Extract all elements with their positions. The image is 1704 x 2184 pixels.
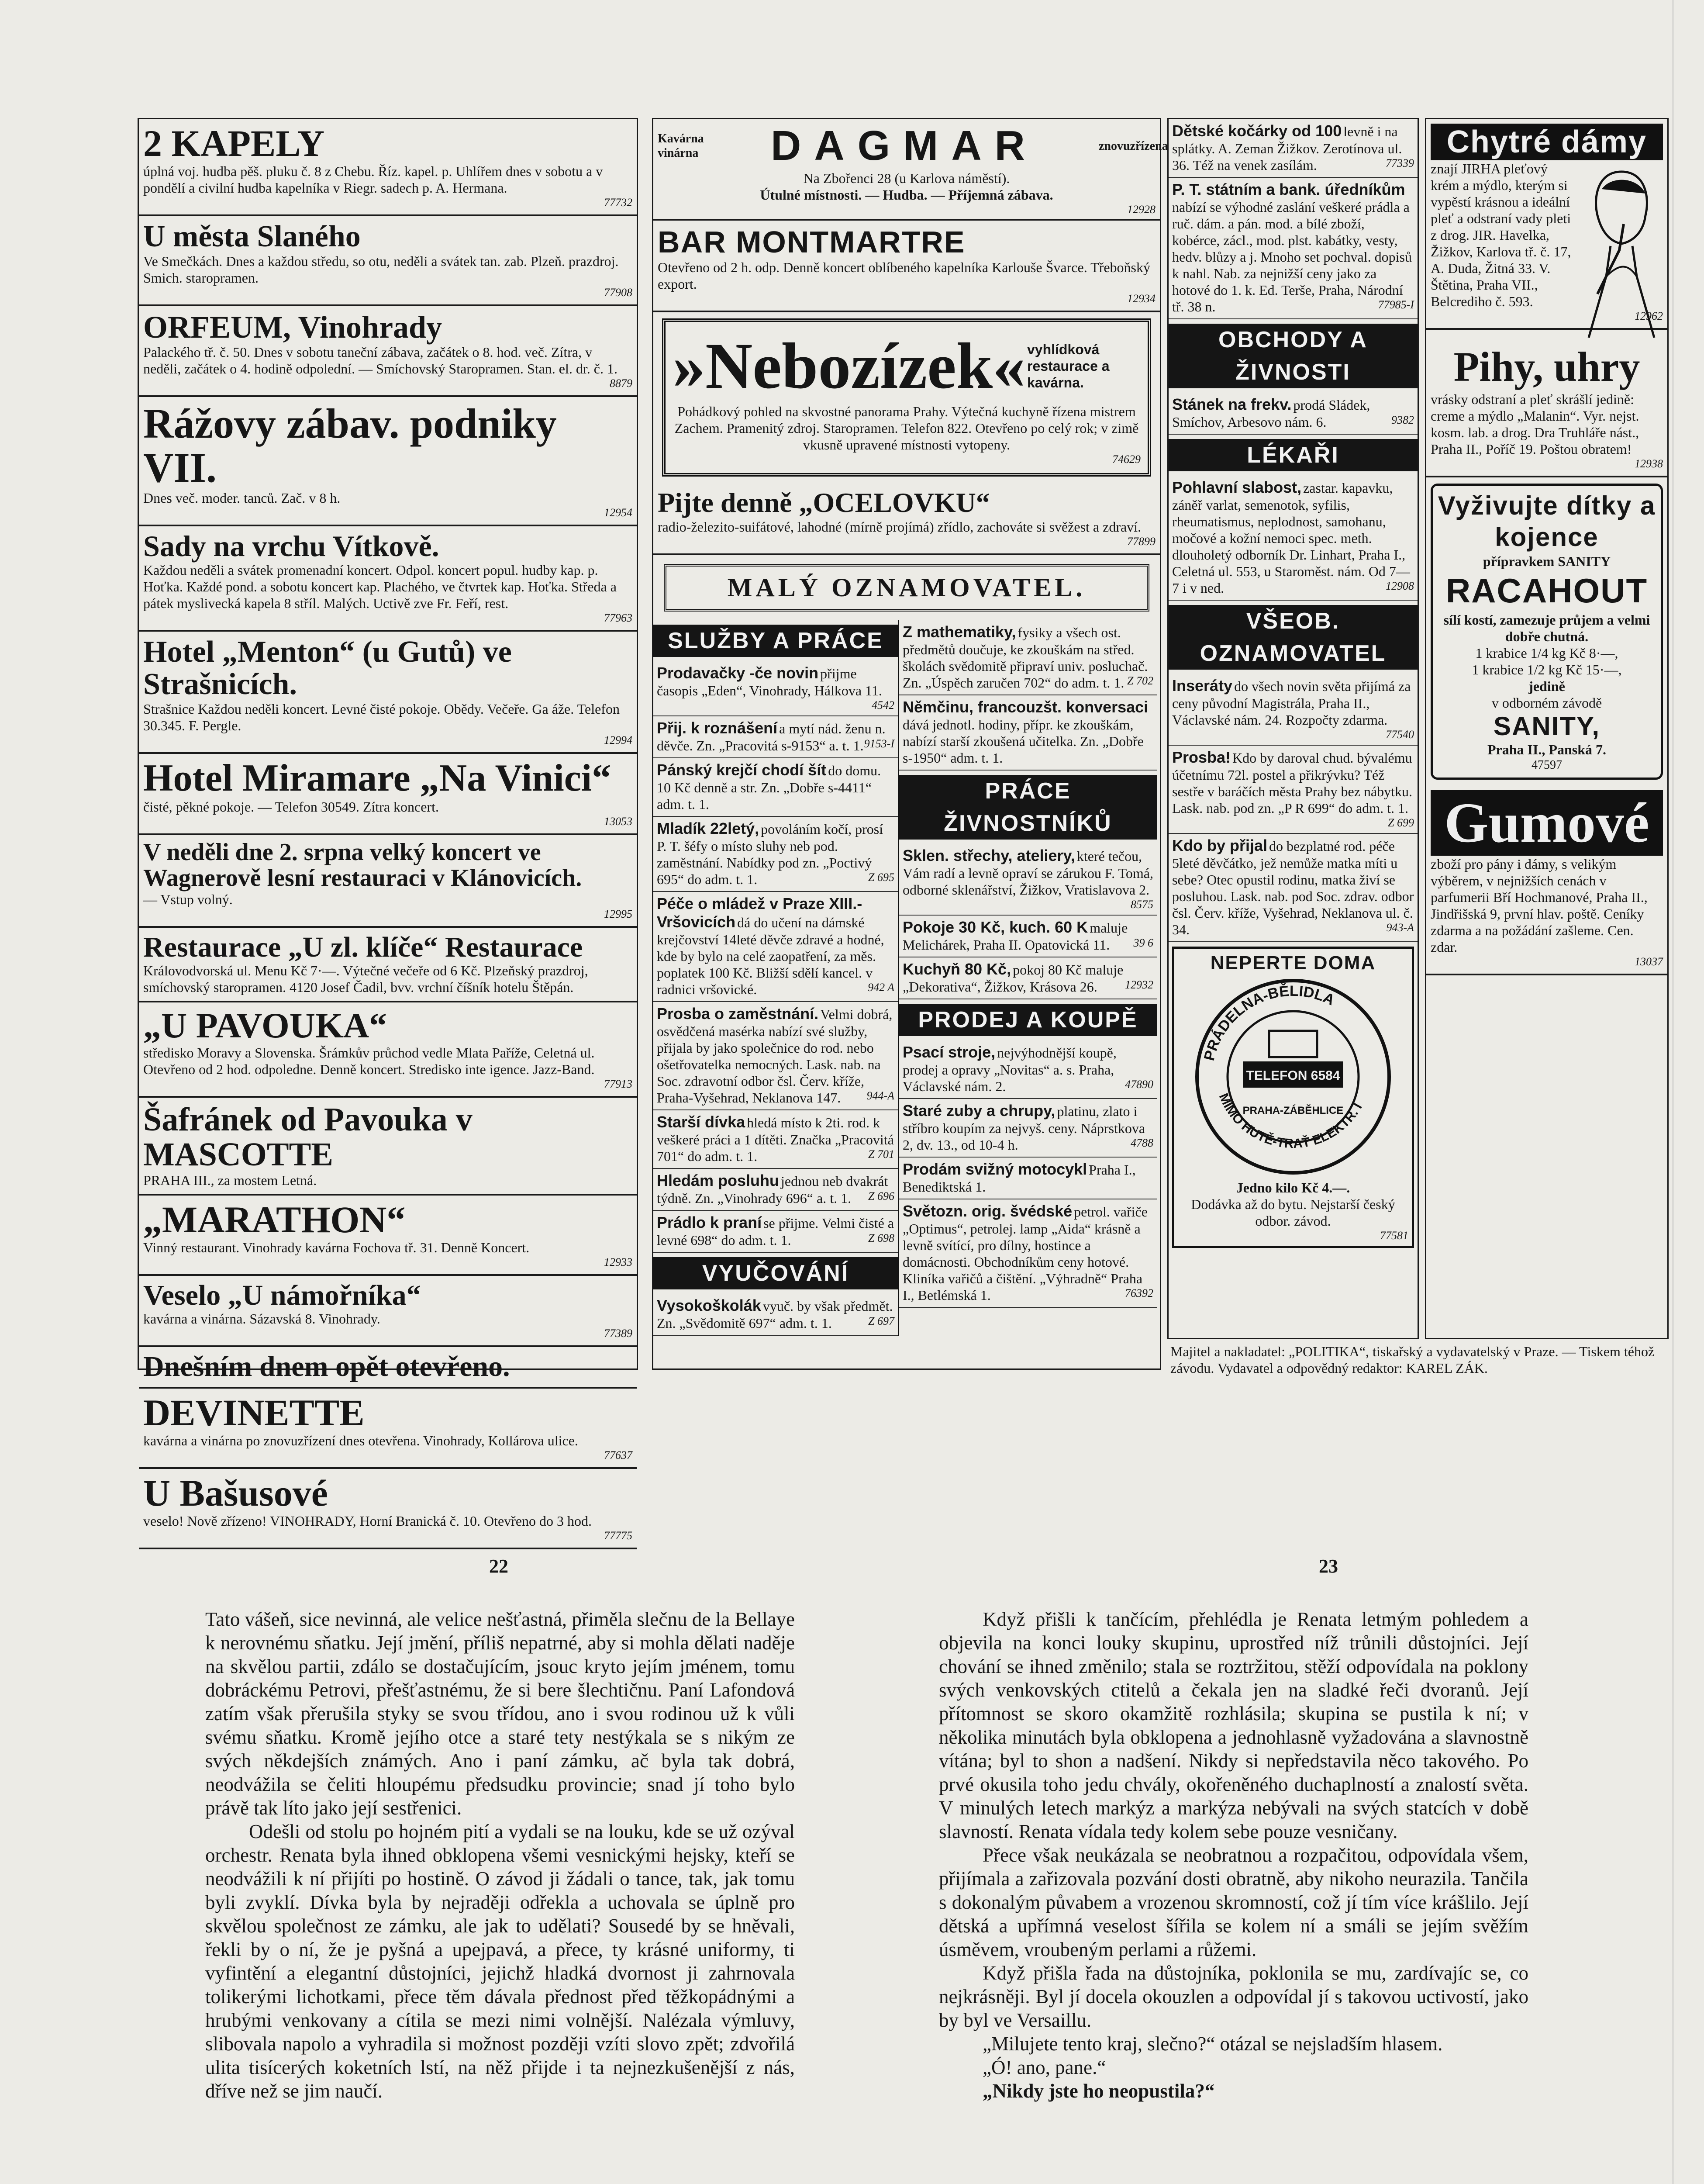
entertainment-ad [139, 306, 637, 397]
classified-ad [653, 716, 898, 758]
right-paragraph-4: „Milujete tento kraj, slečno?“ otázal se nejsladším hlasem. [983, 2033, 1443, 2055]
gumove-num: 13037 [1635, 955, 1663, 968]
book-text-left [205, 1607, 795, 2103]
ad-text: petrol. vařiče „Optimus“, petrolej. lamp „Aida“ krásně a levně svítící, pro dílny, hostince a domácnosti. Obchodníkům ceny hotové. Kliníka vařičů a čištění. „Výhradně“ Praha I., Betlémská 1. [903, 1204, 1148, 1303]
ad-keyword: P. T. státním a bank. úředníkům [1172, 180, 1405, 198]
ad-text: Každou neděli a svátek promenadní koncert. Odpol. koncert popul. hudby kap. p. Hoťka. Každé pond. a sobotu koncert kap. Plachého, ve čtvrtek kap. Hoťka. Středa a pátek myslivecká kapela 8 stříl. Malých. Uctivě zve Fr. Feří, rest. [143, 562, 617, 611]
ad-text: úplná voj. hudba pěš. pluku č. 8 z Chebu. Říz. kapel. p. Uhlířem dnes v sobotu a v pondělí a civilní hudba kapelníka v Riegr. sadech p. A. Hermana. [143, 163, 603, 196]
ad-text: vyuč. by však předmět. Zn. „Svědomitě 697“ adm. t. 1. [657, 1298, 893, 1331]
ocelovka-num: 77899 [1127, 535, 1156, 548]
stamp-ring-1: PRÁDELNA-BĚLIDLA [1200, 982, 1338, 1063]
ads-column-4 [1425, 118, 1669, 1339]
ad-number: 9382 [1391, 414, 1414, 426]
ad-text: povoláním kočí, prosí P. T. šéfy o místo sluhy neb pod. zaměstnání. Nabídky pod zn. „Poctivý 695“ do adm. t. 1. [657, 821, 883, 887]
pihy-text: vrásky odstraní a pleť skrášlí jedině: creme a mýdlo „Malanin“. Vyr. nejst. kosm. lab. a drog. Dra Truhláře nást., Praha II., Poříč 19. Poštou obratem! [1431, 391, 1639, 457]
racahout-text: sílí kostí, zamezuje průjem a velmi dobře chutná. [1443, 612, 1650, 644]
pradelna-num: 77581 [1380, 1229, 1408, 1242]
classified-ad [1169, 393, 1418, 435]
ad-number: Z 701 [868, 1148, 894, 1161]
section-obchody: OBCHODY A ŽIVNOSTI [1169, 324, 1418, 388]
racahout-shop: v odborném závodě [1491, 695, 1602, 711]
ad-text: do bezplatné rod. péče 5leté děvčátko, jež nemůže matka míti u sebe? Otec opustil rodinu, matka živí se posluhou. Lask. nab. pod Soc. zdrav. odbor čsl. Červ. kříže, Vyšehrad, Neklanova ul. č. 34. [1172, 838, 1414, 937]
right-paragraph-6: „Nikdy jste ho neopustila?“ [983, 2080, 1215, 2102]
ad-keyword: Prosba o zaměstnání. [657, 1005, 819, 1023]
ad-keyword: Pokoje 30 Kč, kuch. 60 K [903, 918, 1088, 936]
classified-ad [899, 844, 1157, 916]
classified-ad [653, 817, 898, 892]
racahout-b2: 1 krabice 1/2 kg Kč 15·—, [1472, 662, 1622, 677]
ad-dagmar [653, 119, 1168, 221]
ad-text: Strašnice Každou neděli koncert. Levné čisté pokoje. Obědy. Večeře. Ga áže. Telefon 30.345. F. Pergle. [143, 701, 620, 733]
ad-text: Velmi dobrá, osvědčená masérka nabízí své služby, přijala by jako společnice do rod. nebo ošetřovatelka nemocných. Lask. nab. na Soc. zdravotní odbor čsl. Červ. kříže, Praha-Vyšehrad, Neklanova 147. [657, 1006, 893, 1106]
ad-number: Z 698 [868, 1232, 894, 1244]
ad-headline: U města Slaného [143, 220, 361, 253]
ad-text: prodá Sládek, Smíchov, Arbesovo nám. 6. [1172, 397, 1370, 430]
classified-ad [899, 957, 1157, 999]
ad-ocelovka [653, 483, 1160, 555]
racahout-only: jedině [1528, 678, 1565, 694]
chytre-text: znají JIRHA pleťový krém a mýdlo, kterým si vypěstí krásnou a ideální pleť a odstraní vady pleti z drog. JIR. Havelka, Žižkov, Karlova tř. č. 17, A. Duda, Žitná 33. V. Štětina, Praha VII., Belcrediho č. 593. [1431, 161, 1571, 309]
ad-text: středisko Moravy a Slovenska. Šrámkův průchod vedle Mlata Paříže, Celetná ul. Otevřeno od 2 hod. odpoledne. Denně koncert. Stredisko inte igence. Jazz-Band. [143, 1045, 595, 1077]
ad-text: a mytí nád. ženu n. děvče. Zn. „Pracovitá s-9153“ a. t. 1. [657, 721, 886, 753]
stamp-ring-2: PRAHA-ZÁBĚHLICE [1242, 1105, 1344, 1116]
classified-ad [899, 695, 1157, 771]
ad-headline: Hotel Miramare „Na Vinici“ [143, 757, 611, 799]
right-paragraph-3: Když přišla řada na důstojníka, poklonila se mu, zardívajíc se, co nejkrásněji. Byl jí docela okouzlen a odpovídal jí s takovou uctivostí, jako by byl ve Versaillu. [939, 1962, 1528, 2031]
ad-number: 47890 [1125, 1078, 1153, 1091]
classified-ad [899, 1040, 1157, 1099]
ad-keyword: Pánský krejčí chodí šít [657, 761, 827, 779]
nebozizek-num: 74629 [1112, 453, 1141, 466]
classified-ad [1169, 476, 1418, 601]
ad-text: kavárna a vinárna. Sázavská 8. Vinohrady. [143, 1311, 380, 1327]
ad-keyword: Kdo by přijal [1172, 836, 1268, 854]
ad-text: nejvýhodnější koupě, prodej a opravy „Novitas“ a. s. Praha, Václavské nám. 2. [903, 1045, 1117, 1094]
entertainment-ad [139, 1389, 637, 1469]
classified-ad [899, 1199, 1157, 1308]
ad-number: Z 702 [1127, 674, 1153, 687]
ad-text: hledá místo k 2ti. rod. k veškeré práci a 1 dítěti. Značka „Pracovitá 701“ do adm. t. 1. [657, 1115, 894, 1164]
ocelovka-text: radio-železito-suifátové, lahodné (mírně projímá) zřídlo, zachováte si svěžest a zdraví. [658, 519, 1142, 535]
ad-text: nabízí se výhodné zaslání veškeré prádla a ruč. dám. a pán. mod. a bílé zboží, kobérce, zácl., mod. plst. kabátky, vesty, hedv. blůzy a j. Mnoho set pochval. dopisů k nahl. Nab. za nejnižší ceny jako za hotové do 1. k. Ed. Terše, Praha, Národní tř. 38 n. [1172, 199, 1412, 314]
dagmar-title: DAGMAR [771, 122, 1038, 169]
ad-number: 77908 [604, 286, 632, 299]
ad-chytre-damy [1426, 119, 1667, 330]
chytre-title: Chytré dámy [1431, 124, 1663, 160]
ad-keyword: Mladík 22letý, [657, 819, 759, 837]
entertainment-ad [139, 526, 637, 632]
ad-text: Kdo by daroval chud. bývalému účetnímu 72l. postel a přikrývku? Též sestře v baráčích města Prahy bez nábytku. Lask. nab. pod zn. „P R 699“ do adm. t. 1. [1172, 750, 1413, 816]
ad-number: 77732 [604, 196, 632, 209]
ad-number: 8879 [610, 377, 632, 390]
ad-headline: ORFEUM, Vinohrady [143, 310, 442, 345]
entertainment-ad [139, 1276, 637, 1347]
section-vseob: VŠEOB. OZNAMOVATEL [1169, 605, 1418, 670]
ad-text: kavárna a vinárna po znovuzřízení dnes otevřena. Vinohrady, Kollárova ulice. [143, 1433, 578, 1448]
ad-keyword: Z mathematiky, [903, 623, 1016, 641]
ad-keyword: Péče o mládež v Praze XIII.-Vršovicích [657, 895, 862, 931]
classified-ad [899, 620, 1157, 695]
ad-headline: Šafránek od Pavouka v MASCOTTE [143, 1101, 473, 1173]
ad-keyword: Světozn. orig. švédské [903, 1202, 1073, 1220]
ad-keyword: Prodám svižný motocykl [903, 1160, 1087, 1178]
nebozizek-right: vyhlídková restaurace a kavárna. [1027, 342, 1110, 390]
dagmar-line2: Útulné místnosti. — Hudba. — Příjemná zábava. [760, 187, 1053, 203]
pihy-num: 12938 [1635, 457, 1663, 470]
ad-number: 4788 [1131, 1137, 1153, 1149]
ad-text: přijme časopis „Eden“, Vinohrady, Hálkova 11. [657, 666, 882, 698]
classified-ad [653, 1169, 898, 1211]
dagmar-num: 12928 [1127, 203, 1156, 216]
ad-number: Z 697 [868, 1315, 894, 1327]
ad-text: které tečou, Vám radí a levně opraví se zárukou F. Tomá, odborné sklenářství, Žižkov, Vratislavova 2. [903, 848, 1153, 898]
page-number-left: 22 [489, 1555, 508, 1577]
ad-text: dává jednotl. hodiny, přípr. ke zkouškám, nabízí starší zkoušená učitelka. Zn. „Dobře s-1950“ adm. t. 1. [903, 717, 1144, 766]
stamp-ring-3: MIMO HUTĚ-TRAŤ ELEKTR. I [1216, 1091, 1365, 1151]
ad-text: — Vstup volný. [143, 892, 233, 907]
classified-ad [899, 916, 1157, 957]
book-text-right [939, 1607, 1528, 2103]
ad-number: 77985-I [1378, 298, 1414, 311]
ad-text: Vinný restaurant. Vinohrady kavárna Fochova tř. 31. Denně Koncert. [143, 1240, 530, 1255]
montmartre-text: Otevřeno od 2 h. odp. Denně koncert oblíbeného kapelníka Karlouše Švarce. Třeboňský export. [658, 259, 1150, 292]
ad-text: platinu, zlato i stříbro koupím za nejvyš. ceny. Náprstkova 2, dv. 13., od 10-4 h. [903, 1103, 1145, 1153]
classified-ad [1169, 178, 1418, 319]
ad-keyword: Dětské kočárky od 100 [1172, 122, 1342, 140]
ad-text: fysiky a všech ost. předmětů doučuje, ke zkouškám na střed. školách svědomitě připraví univ. posluchač. Zn. „Úspěch zaručen 702“ do adm. t. 1. [903, 625, 1148, 691]
entertainment-ad [139, 754, 637, 835]
entertainment-ad [139, 119, 637, 216]
ad-headline: Sady na vrchu Vítkově. [143, 529, 439, 563]
ad-number: 12908 [1386, 580, 1414, 592]
pihy-title: Pihy, uhry [1453, 343, 1640, 390]
classified-ad [653, 892, 898, 1002]
classified-ad [653, 1002, 898, 1110]
ad-number: 77339 [1386, 157, 1414, 169]
ad-text: Královodvorská ul. Menu Kč 7·—. Výtečné večeře od 6 Kč. Plzeňský prazdroj, smíchovský staropramen. 4120 Josef Čadil, bvv. vrchní číšník hotelu Štěpán. [143, 963, 588, 995]
ad-number: 77963 [604, 612, 632, 624]
ad-text: Dnes več. moder. tanců. Zač. v 8 h. [143, 490, 341, 506]
ad-keyword: Prádlo k praní [657, 1213, 762, 1231]
ad-headline: Dnešním dnem opět otevřeno. [143, 1351, 510, 1382]
racahout-num: 47597 [1532, 758, 1562, 772]
ad-keyword: Psací stroje, [903, 1043, 996, 1061]
entertainment-ad [139, 1469, 637, 1549]
right-paragraph-5: „Ó! ano, pane.“ [983, 2056, 1106, 2078]
ad-gumove [1426, 786, 1667, 975]
ad-text: jednou neb dvakrát týdně. Zn. „Vinohrady 696“ a. t. 1. [657, 1173, 888, 1206]
ad-keyword: Hledám posluhu [657, 1171, 780, 1189]
right-paragraph-1: Když přišli k tančícím, přehlédla je Renata letmým pohledem a objevila na konci louky skupinu, uprostřed níž trůnili důstojníci. Její chování se ihned změnilo; stala se roztržitou, stěží odpovídala na poklony svých venkovských ctitelů a čekala jen na sladké řeči dvoranů. Její přítomnost se skoro okamžitě rozhlásila; skupina se pustila k ní; v několika minutách byla obklopena a jednohlasně vyžadována a slavnostně vítána; byl to shon a nadšení. Nikdy si nepředstavila něco takového. Po prvé okusila toho jedu chvály, okořeněného duchaplností a znalostí světa. V minulých letech markýz a markýza nebývali na svých statcích v době slavností. Renata vídala tedy kolem sebe pouze vesničany. [939, 1608, 1528, 1842]
ad-keyword: Vysokoškolák [657, 1296, 761, 1314]
racahout-sanity: SANITY, [1493, 712, 1601, 741]
entertainment-ad [139, 632, 637, 754]
entertainment-ad [139, 835, 637, 928]
ad-headline: Restaurace „U zl. klíče“ Restaurace [143, 931, 583, 963]
nebozizek-text: Pohádkový pohled na skvostné panorama Prahy. Výtečná kuchyně řízena mistrem Zachem. Pramenitý zdroj. Staropramen. Telefon 822. Otevřeno po celý rok; v zimě vkusně upravené místnosti vytopeny. [674, 404, 1139, 453]
ads-column-1 [138, 118, 638, 1542]
ad-number: Z 696 [868, 1190, 894, 1203]
ad-number: Z 699 [1388, 816, 1414, 829]
classified-ad [1169, 834, 1418, 942]
ad-text: Ve Smečkách. Dnes a každou středu, so otu, neděli a svátek tan. zab. Plzeň. prazdroj. Smich. staropramen. [143, 253, 619, 286]
ad-keyword: Kuchyň 80 Kč, [903, 960, 1011, 978]
classified-ad [653, 661, 898, 716]
ad-text: do domu. 10 Kč denně a str. Zn. „Dobře s-4411“ adm. t. 1. [657, 763, 881, 812]
classified-ad [1169, 746, 1418, 834]
ad-text: PRAHA III., za mostem Letná. [143, 1172, 317, 1188]
entertainment-ad [139, 1347, 637, 1389]
ad-text: čisté, pěkné pokoje. — Telefon 30549. Zítra koncert. [143, 799, 439, 815]
ad-keyword: Prodavačky -če novin [657, 664, 819, 682]
racahout-addr: Praha II., Panská 7. [1487, 742, 1607, 757]
ad-number: 13053 [604, 815, 632, 828]
ad-number: 943-A [1386, 921, 1414, 934]
classified-ad [653, 758, 898, 817]
ad-number: 77913 [604, 1078, 632, 1090]
woman-portrait-icon [1580, 163, 1663, 338]
section-prodej: PRODEJ A KOUPĚ [899, 1004, 1157, 1036]
classified-ad [1169, 674, 1418, 746]
ad-headline: DEVINETTE [143, 1392, 365, 1434]
ad-text: levně i na splátky. A. Zeman Žižkov. Zerotínova ul. 36. Též na venek zasílám. [1172, 124, 1402, 173]
imprint: Majitel a nakladatel: „POLITIKA“, tiskařský a vydavatelský v Praze. — Tiskem téhož závodu. Vydavatel a odpovědný redaktor: KAREL ZÁK. [1170, 1344, 1655, 1376]
pradelna-text: Dodávka až do bytu. Nejstarší český odbor. závod. [1191, 1196, 1395, 1229]
montmartre-num: 12934 [1127, 292, 1156, 305]
ad-number: 77540 [1386, 728, 1414, 741]
ad-keyword: Pohlavní slabost, [1172, 478, 1302, 496]
entertainment-ad [139, 216, 637, 306]
svg-text:MIMO HUTĚ-TRAŤ ELEKTR. I [1216, 1091, 1365, 1151]
ad-text: Praha I., Benediktská 1. [903, 1162, 1136, 1195]
ad-headline: Hotel „Menton“ (u Gutů) ve Strašnicích. [143, 635, 512, 701]
chytre-num: 12962 [1635, 310, 1663, 322]
ad-number: 12954 [604, 506, 632, 519]
ad-keyword: Stánek na frekv. [1172, 395, 1292, 413]
ad-racahout [1431, 484, 1663, 780]
ad-number: 76392 [1125, 1287, 1153, 1299]
ad-number: 4542 [872, 699, 894, 712]
section-sluzby: SLUŽBY A PRÁCE [653, 625, 898, 657]
ad-keyword: Němčinu, francouzšt. konversaci [903, 698, 1149, 716]
ad-number: 77389 [604, 1327, 632, 1340]
ad-text: veselo! Nově zřízeno! VINOHRADY, Horní Branická č. 10. Otevřeno do 3 hod. [143, 1513, 592, 1529]
ad-number: Z 695 [868, 871, 894, 884]
racahout-brand: RACAHOUT [1445, 571, 1648, 610]
ad-number: 12932 [1125, 978, 1153, 991]
ad-text: do všech novin světa přijímá za ceny původní Magistrála, Praha II., Václavské nám. 24. Rozpočty zdarma. [1172, 678, 1411, 728]
classified-ad [899, 1099, 1157, 1158]
left-paragraph-1: Tato vášeň, sice nevinná, ale velice nešťastná, přiměla slečnu de la Bellaye k nerovnému sňatku. Její jmění, příliš nepatrné, aby si mohla dělati naděje na skvělou partii, zdálo se dostačujícím, jsouc kryto jejím jménem, tomu dobráckému Petrovi, přešťastnému, že si bere šlechtičnu. Paní Lafondová zatím však přerušila styky se svou třídou, ano i svou rodinou už k vůli svému sňatku. Kromě jejího otce a staré tety nestýkala se s nikým ze svých někdejších známých. Ano i paní zámku, ač byla tak dobrá, neodvážila se čeliti hloupému předsudku provincie; snad jí toho bylo právě tak líto jako její sestřenici. [205, 1608, 795, 1819]
ad-keyword: Starší dívka [657, 1113, 745, 1131]
racahout-sub: přípravkem SANITY [1483, 553, 1611, 569]
ad-headline: U Bašusové [143, 1472, 328, 1514]
ad-keyword: Inseráty [1172, 677, 1233, 695]
entertainment-ad [139, 1098, 637, 1196]
ad-headline: Rážovy zábav. podniky VII. [143, 400, 557, 491]
ad-pihy-uhry [1426, 339, 1667, 477]
ad-text: pokoj 80 Kč maluje „Dekorativa“, Žižkov, Krásova 26. [903, 962, 1124, 995]
ocelovka-title: Pijte denně „OCELOVKU“ [658, 487, 990, 518]
ads-column-2 [652, 118, 1168, 1370]
racahout-b1: 1 krabice 1/4 kg Kč 8·—, [1475, 645, 1618, 661]
page-number-right: 23 [1319, 1555, 1338, 1577]
section-lekari: LÉKAŘI [1169, 439, 1418, 471]
entertainment-ad [139, 928, 637, 1002]
dagmar-right: znovuzřízena [1098, 139, 1168, 153]
ad-number: 12995 [604, 908, 632, 920]
ad-headline: Veselo „U námořníka“ [143, 1279, 421, 1311]
ad-pradelna [1172, 947, 1414, 1248]
entertainment-ad [139, 397, 637, 526]
ad-number: 77637 [604, 1449, 632, 1462]
left-paragraph-2: Odešli od stolu po hojném pití a vydali se na louku, kde se už ozýval orchestr. Renata byla ihned obklopena všemi vesnickými hejsky, kteří se neodvážili k ní přijíti po hostině. O závod ji žádali o tance, tak, jak tomu byli zvyklí. Dívka byla by nejraději odřekla a uchovala se úplně pro skvělou společnost ze zámku, ale jak to udělati? Sousedé by se hněvali, řekli by o ní, že je pyšná a upejpavá, a přece, ty krásné uniformy, ti vyfintění a elegantní důstojníci, jejichž hladká dvornost ji zahrnovala tolikerými lichotkami, přece těm dávala přednost před těžkopádnými a hrubými venkovany a cítila se mezi nimi volnější. Nalézala výmluvy, slibovala napolo a vyhradila si možnost později vzíti slovo zpět; zdvořilá ulita tisícerých koketních lstí, na něž přijde i ta nejnezkušenější z nás, dříve než se jim naučí. [205, 1821, 795, 2102]
classified-ad [653, 1211, 898, 1253]
ad-keyword: Sklen. střechy, ateliery, [903, 847, 1075, 864]
ad-keyword: Staré zuby a chrupy, [903, 1102, 1056, 1120]
montmartre-title: BAR MONTMARTRE [658, 225, 966, 259]
nebozizek-title: »Nebozízek« [673, 330, 1026, 402]
classified-ad [653, 1294, 898, 1336]
ad-keyword: Prosba! [1172, 748, 1231, 766]
ad-keyword: Přij. k roznášení [657, 719, 778, 737]
ad-number: 12933 [604, 1256, 632, 1268]
section-prace: PRÁCE ŽIVNOSTNÍKŮ [899, 775, 1157, 840]
entertainment-ad [139, 1196, 637, 1276]
gumove-title: Gumové [1431, 790, 1663, 856]
ad-text: zastar. kapavku, záněř varlat, semenotok, syfilis, rheumatismus, neplodnost, samohanu, močové a kožní nemoci spec. meth. dlouholetý odborník Dr. Linhart, Praha I., Celetná ul. 553, u Staroměst. nám. Od 7—7 i v ned. [1172, 480, 1410, 596]
classified-ad [899, 1158, 1157, 1199]
entertainment-ad [139, 1002, 637, 1098]
ad-number: 942 A [868, 981, 894, 994]
pradelna-price: Jedno kilo Kč 4.—. [1236, 1180, 1350, 1196]
ad-nebozizek [662, 318, 1151, 477]
ad-number: 8575 [1131, 898, 1153, 911]
dagmar-left: Kavárna vinárna [658, 132, 704, 160]
ad-headline: „U PAVOUKA“ [143, 1006, 387, 1045]
maly-oznamovatel-heading: MALÝ OZNAMOVATEL. [664, 564, 1149, 612]
ad-text: dá do učení na dámské krejčovství 14leté děvče zdravé a hodné, kde by bylo na celé zaopatření, za měs. poplatek 100 Kč. Bližší sdělí kancel. v radnici vršovické. [657, 915, 884, 997]
stamp-phone: TELEFON 6584 [1246, 1068, 1340, 1083]
ad-number: 77775 [604, 1529, 632, 1542]
right-paragraph-2: Přece však neukázala se neobratnou a rozpačitou, odpovídala všem, přijímala a zařizovala pozvání dosti obratně, aby nikoho neurazila. Tančila s dokonalým půvabem a vrozenou skromností, což jí tím více krášlilo. Její dětská a upřímná veselost šířila se kolem ní a smáli se jejím svěžím úsměvem, vroubeným perlami a růžemi. [939, 1844, 1528, 1960]
ads-column-3 [1167, 118, 1419, 1339]
ad-text: se přijme. Velmi čisté a levné 698“ do adm. t. 1. [657, 1215, 894, 1248]
ad-headline: V neděli dne 2. srpna velký koncert ve Wagnerově lesní restauraci v Klánovicích. [143, 839, 582, 892]
ad-number: 9153-I [864, 737, 894, 750]
ad-text: maluje Melichárek, Praha II. Opatovická 11. [903, 920, 1128, 953]
classified-ad [653, 1110, 898, 1169]
ad-montmartre [653, 221, 1160, 312]
classified-ad [1169, 119, 1418, 178]
ad-number: 12994 [604, 734, 632, 746]
ad-number: 39 6 [1133, 936, 1153, 949]
laundry-stamp-icon [1190, 974, 1396, 1179]
ad-headline: „MARATHON“ [143, 1199, 406, 1241]
pradelna-title: NEPERTE DOMA [1210, 952, 1376, 974]
gumove-text: zboží pro pány i dámy, s velikým výběrem, v nejnižších cenách v parfumerii Bří Hochmanové, Praha II., Jindřišská 9, první hlav. poště. Ceníky zdarma a na požádání zašleme. Cen. zdar. [1431, 856, 1648, 955]
dagmar-line: Na Zbořenci 28 (u Karlova náměstí). [803, 170, 1010, 186]
ad-headline: 2 KAPELY [143, 122, 324, 164]
ad-text: Palackého tř. č. 50. Dnes v sobotu taneční zábava, začátek o 8. hod. več. Zítra, v neděli, začátek o 4. hodině odpolední. — Smíchovský Staropramen. Stan. el. dr. č. 1. [143, 344, 617, 377]
racahout-title: Vyživujte dítky a kojence [1438, 491, 1656, 552]
section-vyucovani: VYUČOVÁNÍ [653, 1257, 898, 1289]
ad-number: 944-A [866, 1089, 894, 1102]
